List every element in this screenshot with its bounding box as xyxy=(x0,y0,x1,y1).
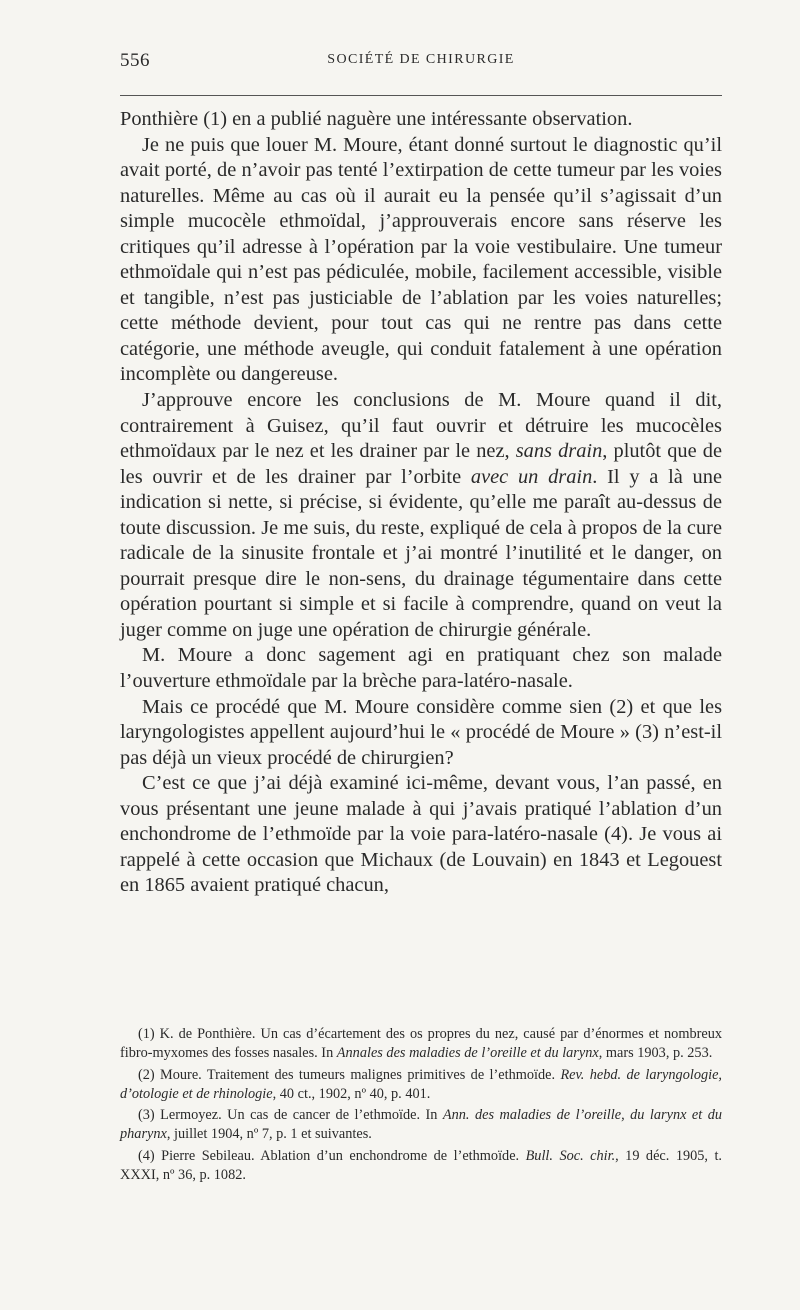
paragraph xyxy=(120,388,722,643)
text-run: . Il y a là une indication si nette, si précise, si évidente, qu’elle me paraît au-dessus de toute discussion. Je me suis, du reste, expliqué de cela à propos de la cure radicale de la sinusite frontale et j’ai montré l’inutilité et le danger, on pourrait presque dire le non-sens, du drainage tégumentaire dans cette opération pourtant si simple et si facile à comprendre, quand on veut la juger comme on juge une opération de chirurgie générale. xyxy=(120,465,722,641)
paragraph xyxy=(120,695,722,772)
page-header xyxy=(120,50,722,74)
text-run: J’approuve encore les conclusions de M. Moure quand il dit, contrairement à Guisez, qu’il faut ouvrir et détruire les mucocèles ethmoïdaux par le nez et les drainer par le nez, xyxy=(120,389,722,463)
paragraph xyxy=(120,643,722,694)
footnote xyxy=(120,1106,722,1145)
footnote xyxy=(120,1066,722,1105)
footnote xyxy=(120,1025,722,1064)
text-run: (1) K. de Ponthière. Un cas d’écartement des os propres du nez, causé par d’énormes et nombreux fibro-myxomes des fosses nasales. In xyxy=(120,1026,722,1062)
footnotes xyxy=(120,1025,722,1187)
paragraph xyxy=(120,107,722,133)
italic-text: Rev. hebd. de laryngologie, d’otologie et de rhinologie xyxy=(120,1066,723,1102)
header-rule xyxy=(120,95,722,96)
text-run: , 40 ct., 1902, nº 40, p. 401. xyxy=(272,1085,431,1102)
text-run: , juillet 1904, nº 7, p. 1 et suivantes. xyxy=(166,1126,372,1143)
italic-text: Annales des maladies de l’oreille et du larynx xyxy=(336,1045,599,1062)
text-run: (2) Moure. Traitement des tumeurs malignes primitives de l’ethmoïde. xyxy=(138,1066,561,1083)
running-title: SOCIÉTÉ DE CHIRURGIE xyxy=(327,52,515,67)
main-text xyxy=(120,107,722,899)
paragraph xyxy=(120,771,722,899)
text-run: (4) Pierre Sebileau. Ablation d’un enchondrome de l’ethmoïde. xyxy=(138,1147,526,1164)
italic-text: sans drain xyxy=(515,440,603,463)
text-run: , plutôt que de les ouvrir et de les drainer par l’orbite xyxy=(120,440,722,488)
italic-text: Bull. Soc. chir. xyxy=(525,1147,616,1164)
italic-text: Ann. des maladies de l’oreille, du larynx et du pharynx xyxy=(120,1107,722,1143)
footnote xyxy=(120,1147,722,1186)
text-run: Mais ce procédé que M. Moure considère comme sien (2) et que les laryngologistes appellent aujourd’hui le « procédé de Moure » (3) n’est-il pas déjà un vieux procédé de chirurgien? xyxy=(120,695,722,769)
italic-text: avec un drain xyxy=(470,465,593,488)
page-number: 556 xyxy=(120,50,150,71)
text-run: Je ne puis que louer M. Moure, étant donné surtout le diagnostic qu’il avait porté, de n’avoir pas tenté l’extirpation de cette tumeur par les voies naturelles. Même au cas où il aurait eu la pensée qu’il s’agissait d’un simple mucocèle ethmoïdal, j’approuverais encore sans réserve les critiques qu’il adresse à l’opération par la voie vestibulaire. Une tumeur ethmoïdale qui n’est pas pédiculée, mobile, facilement accessible, visible et tangible, n’est pas justiciable de l’ablation par les voies naturelles; cette méthode devient, pour tout cas qui ne rentre pas dans cette catégorie, une méthode aveugle, qui conduit fatalement à une opération incomplète ou dangereuse. xyxy=(120,133,722,386)
text-run: Ponthière (1) en a publié naguère une intéressante observation. xyxy=(120,108,633,130)
text-run: (3) Lermoyez. Un cas de cancer de l’ethmoïde. In xyxy=(138,1107,443,1124)
text-run: M. Moure a donc sagement agi en pratiquant chez son malade l’ouverture ethmoïdale par la brèche para-latéro-nasale. xyxy=(120,644,722,693)
paragraph xyxy=(120,133,722,388)
text-run: C’est ce que j’ai déjà examiné ici-même, devant vous, l’an passé, en vous présentant une jeune malade à qui j’avais pratiqué l’ablation d’un enchondrome de l’ethmoïde par la voie para-latéro-nasale (4). Je vous ai rappelé à cette occasion que Michaux (de Louvain) en 1843 et Legouest en 1865 avaient pratiqué chacun, xyxy=(120,772,722,897)
text-run: , mars 1903, p. 253. xyxy=(598,1045,713,1062)
text-run: , 19 déc. 1905, t. XXXI, nº 36, p. 1082. xyxy=(120,1147,722,1184)
